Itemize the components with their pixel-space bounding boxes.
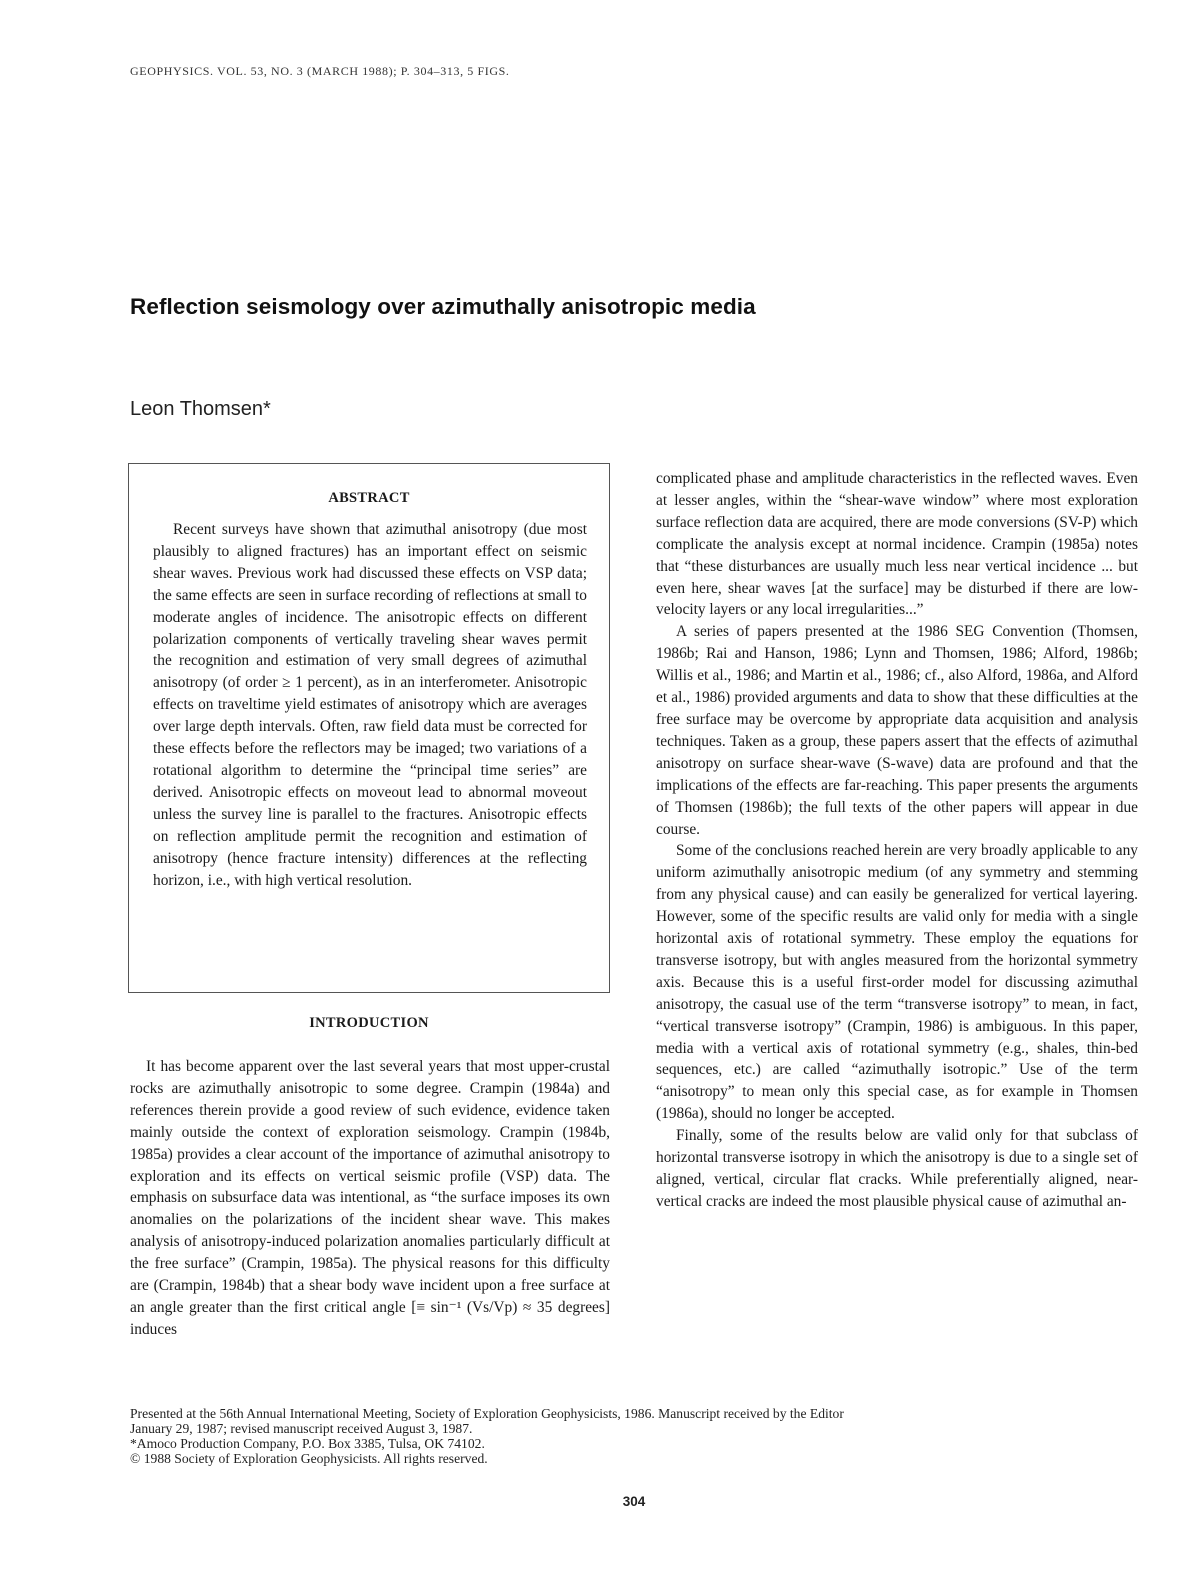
right-column-paragraph-3: Some of the conclusions reached herein are very broadly applicable to any uniform azimuthally anisotropic medium (of any symmetry and stemming from any physical cause) and can easily be generalized for vertical layering. However, some of the specific results are valid only for media with a single horizontal axis of rotational symmetry. These employ the equations for transverse isotropy, but with angles measured from the horizontal symmetry axis. Because this is a useful first-order model for discussing azimuthal anisotropy, the casual use of the term “transverse isotropy” to mean, in fact, “vertical transverse isotropy” (Crampin, 1986) is ambiguous. In this paper, media with a vertical axis of rotational symmetry (e.g., shales, thin-bed sequences, etc.) are called “azimuthally isotropic.” Use of the term “anisotropy” to mean only this special case, as for example in Thomsen (1986a), should no longer be accepted. [656, 842, 1138, 1123]
abstract-text: Recent surveys have shown that azimuthal anisotropy (due most plausibly to aligned fractures) has an important effect on seismic shear waves. Previous work had discussed these effects on VSP data; the same effects are seen in surface recording of reflections at small to moderate angles of incidence. The anisotropic effects on different polarization components of vertically traveling shear waves permit the recognition and estimation of very small degrees of azimuthal anisotropy (of order ≥ 1 percent), as in an interferometer. Anisotropic effects on traveltime yield estimates of anisotropy which are averages over large depth intervals. Often, raw field data must be corrected for these effects before the reflectors may be imaged; two variations of a rotational algorithm to determine the “principal time series” are derived. Anisotropic effects on moveout lead to abnormal moveout unless the survey line is parallel to the fractures. Anisotropic effects on reflection amplitude permit the recognition and estimation of anisotropy (hence fracture intensity) differences at the reflecting horizon, i.e., with high vertical resolution. [153, 521, 587, 889]
introduction-heading: INTRODUCTION [309, 1015, 429, 1031]
right-column-paragraph-4: Finally, some of the results below are valid only for that subclass of horizontal transverse isotropy in which the anisotropy is due to a single set of aligned, vertical, circular flat cracks. While preferentially aligned, near-vertical cracks are indeed the most plausible physical cause of azimuthal an- [656, 1127, 1138, 1210]
footnotes [130, 1406, 1140, 1466]
page-number: 304 [622, 1494, 646, 1509]
author-name: Leon Thomsen* [130, 398, 271, 420]
footnote-affiliation: *Amoco Production Company, P.O. Box 3385, Tulsa, OK 74102. [130, 1436, 485, 1451]
right-column-paragraph-1: complicated phase and amplitude characteristics in the reflected waves. Even at lesser angles, within the “shear-wave window” where most exploration surface reflection data are acquired, there are mode conversions (SV-P) which complicate the analysis except at normal incidence. Crampin (1985a) notes that “these disturbances are usually much less near vertical incidence ... but even here, shear waves [at the surface] may be disturbed if there are low-velocity layers or any local irregularities...” [656, 470, 1138, 619]
footnote-copyright: © 1988 Society of Exploration Geophysicists. All rights reserved. [130, 1451, 488, 1466]
right-column [656, 468, 1138, 1213]
right-column-paragraph-2: A series of papers presented at the 1986 SEG Convention (Thomsen, 1986b; Rai and Hanson, 1986; Lynn and Thomsen, 1986; Alford, 1986b; Willis et al., 1986; and Martin et al., 1986; cf., also Alford, 1986a, and Alford et al., 1986) provided arguments and data to show that these difficulties at the free surface may be overcome by appropriate data acquisition and analysis techniques. Taken as a group, these papers assert that the effects of azimuthal anisotropy on surface shear-wave (S-wave) data are profound and that the implications of the effects are far-reaching. This paper presents the arguments of Thomsen (1986b); the full texts of the other papers will appear in due course. [656, 623, 1138, 838]
footnote-presented: Presented at the 56th Annual International Meeting, Society of Exploration Geophysicists, 1986. Manuscript received by the Editor [130, 1406, 844, 1421]
running-head: GEOPHYSICS. VOL. 53, NO. 3 (MARCH 1988); P. 304–313, 5 FIGS. [130, 64, 510, 78]
abstract-box [128, 463, 610, 993]
paper-title: Reflection seismology over azimuthally anisotropic media [130, 294, 756, 319]
abstract-heading: ABSTRACT [328, 490, 410, 506]
footnote-received: January 29, 1987; revised manuscript received August 3, 1987. [130, 1421, 473, 1436]
introduction-text: It has become apparent over the last several years that most upper-crustal rocks are azimuthally anisotropic to some degree. Crampin (1984a) and references therein provide a good review of such evidence, evidence taken mainly outside the context of exploration seismology. Crampin (1984b, 1985a) provides a clear account of the importance of azimuthal anisotropy to exploration and its effects on vertical seismic profile (VSP) data. The emphasis on subsurface data was intentional, as “the surface imposes its own anomalies on the polarizations of the incident shear wave. This makes analysis of anisotropy-induced polarization anomalies particularly difficult at the free surface” (Crampin, 1985a). The physical reasons for this difficulty are (Crampin, 1984b) that a shear body wave incident upon a free surface at an angle greater than the first critical angle [≡ sin⁻¹ (Vs/Vp) ≈ 35 degrees] induces [130, 1058, 610, 1338]
